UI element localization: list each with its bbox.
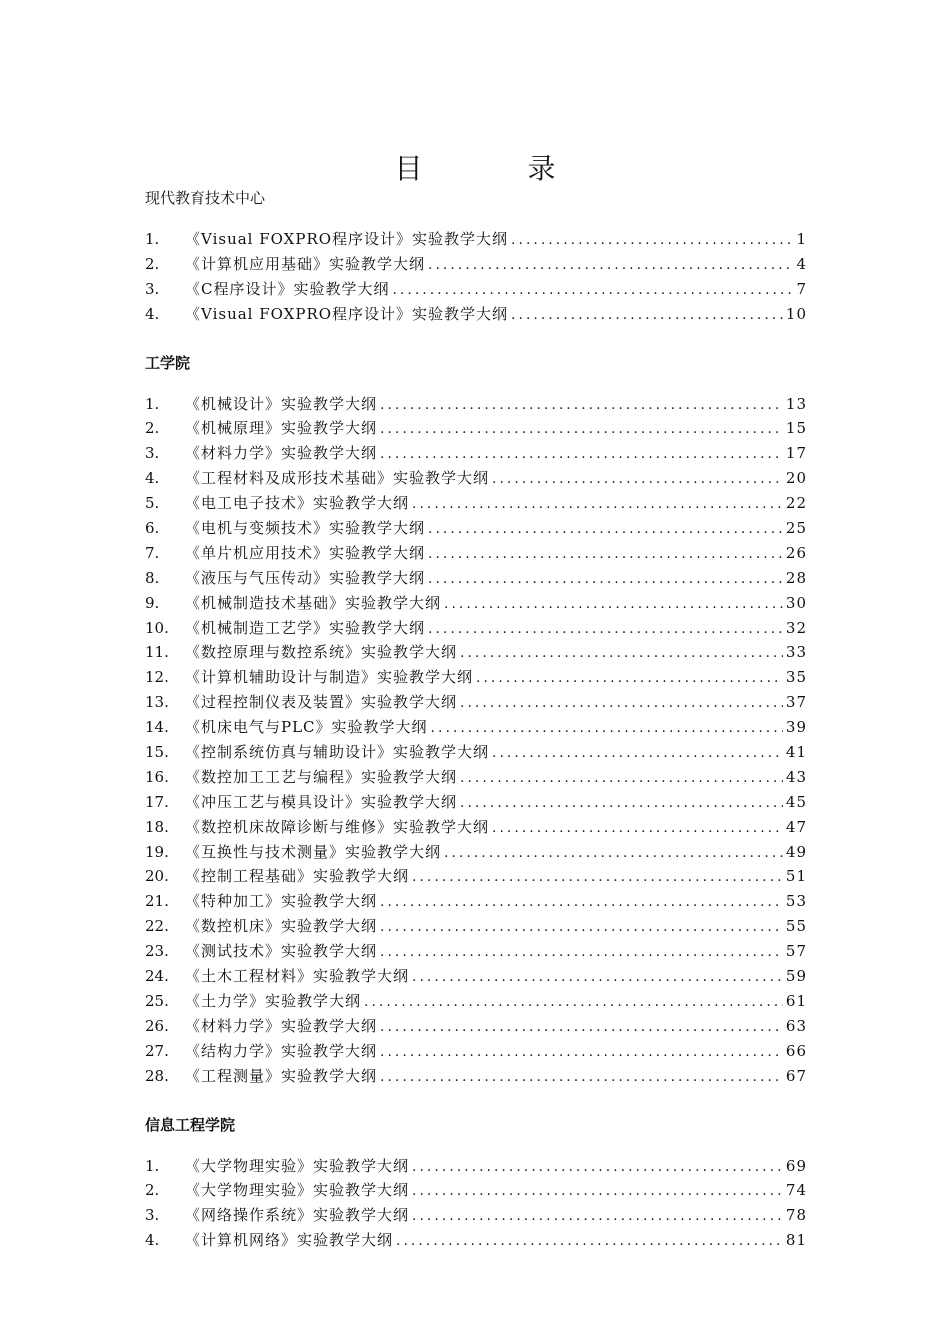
- dot-leader: [460, 691, 783, 716]
- entry-number: 20.: [145, 867, 169, 886]
- dot-leader: [396, 1229, 783, 1254]
- toc-entry[interactable]: [145, 715, 807, 740]
- dot-leader: [380, 1040, 783, 1065]
- toc-entry[interactable]: [145, 302, 807, 327]
- entry-number: 2.: [145, 1181, 160, 1200]
- section-heading: 现代教育技术中心: [145, 189, 266, 207]
- entry-page: 59: [785, 967, 807, 986]
- toc-entry[interactable]: [145, 1178, 807, 1203]
- entry-number: 26.: [145, 1016, 169, 1035]
- entry-title: 《机械制造技术基础》实验教学大纲: [185, 593, 442, 612]
- entry-title: 《结构力学》实验教学大纲: [185, 1041, 378, 1060]
- entry-number: 11.: [145, 643, 169, 662]
- entry-title: 《大学物理实验》实验教学大纲: [185, 1156, 410, 1175]
- entry-title: 《控制工程基础》实验教学大纲: [185, 867, 410, 886]
- entry-title: 《材料力学》实验教学大纲: [185, 1016, 378, 1035]
- entry-page: 30: [785, 593, 807, 612]
- entry-page: 67: [785, 1066, 807, 1085]
- entry-number: 5.: [145, 494, 160, 513]
- entry-number: 7.: [145, 543, 160, 562]
- entry-title: 《土力学》实验教学大纲: [185, 991, 362, 1010]
- dot-leader: [392, 278, 793, 303]
- dot-leader: [412, 1204, 783, 1229]
- toc-entry[interactable]: [145, 1203, 807, 1228]
- entry-title: 《互换性与技术测量》实验教学大纲: [185, 842, 442, 861]
- dot-leader: [460, 791, 783, 816]
- toc-entry[interactable]: [145, 227, 807, 252]
- entry-title: 《测试技术》实验教学大纲: [185, 942, 378, 961]
- entry-title: 《C程序设计》实验教学大纲: [185, 279, 390, 298]
- dot-leader: [476, 666, 783, 691]
- entry-title: 《电机与变频技术》实验教学大纲: [185, 519, 426, 538]
- entry-number: 17.: [145, 792, 169, 811]
- entry-title: 《控制系统仿真与辅助设计》实验教学大纲: [185, 743, 490, 762]
- toc-entry[interactable]: [145, 1039, 807, 1064]
- entry-page: 33: [785, 643, 807, 662]
- dot-leader: [492, 816, 783, 841]
- entry-page: 66: [785, 1041, 807, 1060]
- entry-number: 4.: [145, 304, 160, 323]
- entry-title: 《特种加工》实验教学大纲: [185, 892, 378, 911]
- entry-page: 37: [785, 693, 807, 712]
- dot-leader: [412, 492, 783, 517]
- entry-number: 19.: [145, 842, 169, 861]
- entry-title: 《网络操作系统》实验教学大纲: [185, 1206, 410, 1225]
- entry-page: 45: [785, 792, 807, 811]
- entry-page: 53: [785, 892, 807, 911]
- toc-entry[interactable]: [145, 939, 807, 964]
- table-of-contents: [145, 186, 807, 1277]
- entry-page: 49: [785, 842, 807, 861]
- entry-number: 12.: [145, 668, 169, 687]
- toc-entry[interactable]: [145, 989, 807, 1014]
- entry-page: 35: [785, 668, 807, 687]
- entry-title: 《计算机应用基础》实验教学大纲: [185, 254, 426, 273]
- entry-page: 28: [785, 568, 807, 587]
- toc-list: [145, 392, 807, 1089]
- dot-leader: [428, 253, 793, 278]
- toc-entry[interactable]: [145, 765, 807, 790]
- section-heading: 工学院: [145, 353, 191, 372]
- entry-title: 《机械设计》实验教学大纲: [185, 394, 378, 413]
- entry-title: 《数控原理与数控系统》实验教学大纲: [185, 643, 458, 662]
- entry-number: 22.: [145, 917, 169, 936]
- entry-page: 63: [785, 1016, 807, 1035]
- toc-section-modern-education-center: [145, 186, 807, 327]
- entry-page: 69: [785, 1156, 807, 1175]
- entry-page: 47: [785, 817, 807, 836]
- entry-title: 《土木工程材料》实验教学大纲: [185, 967, 410, 986]
- entry-title: 《机床电气与PLC》实验教学大纲: [185, 718, 428, 737]
- toc-entry[interactable]: [145, 566, 807, 591]
- dot-leader: [511, 303, 783, 328]
- entry-number: 2.: [145, 419, 160, 438]
- entry-page: 26: [785, 543, 807, 562]
- entry-number: 14.: [145, 718, 169, 737]
- toc-entry[interactable]: [145, 914, 807, 939]
- entry-title: 《单片机应用技术》实验教学大纲: [185, 543, 426, 562]
- section-heading: 信息工程学院: [145, 1115, 236, 1134]
- dot-leader: [364, 990, 783, 1015]
- toc-entry[interactable]: [145, 690, 807, 715]
- entry-page: 22: [785, 494, 807, 513]
- entry-title: 《计算机辅助设计与制造》实验教学大纲: [185, 668, 474, 687]
- dot-leader: [412, 1179, 783, 1204]
- entry-title: 《工程材料及成形技术基础》实验教学大纲: [185, 469, 490, 488]
- entry-title: 《冲压工艺与模具设计》实验教学大纲: [185, 792, 458, 811]
- toc-entry[interactable]: [145, 665, 807, 690]
- dot-leader: [431, 716, 783, 741]
- entry-number: 21.: [145, 892, 169, 911]
- toc-entry[interactable]: [145, 1228, 807, 1253]
- toc-entry[interactable]: [145, 889, 807, 914]
- toc-entry[interactable]: [145, 392, 807, 417]
- entry-number: 2.: [145, 254, 160, 273]
- entry-page: 20: [785, 469, 807, 488]
- entry-number: 3.: [145, 444, 160, 463]
- entry-page: 13: [785, 394, 807, 413]
- toc-entry[interactable]: [145, 441, 807, 466]
- toc-entry[interactable]: [145, 815, 807, 840]
- toc-entry[interactable]: [145, 541, 807, 566]
- toc-entry[interactable]: [145, 252, 807, 277]
- toc-section-information-engineering: [145, 1113, 807, 1254]
- entry-page: 74: [785, 1181, 807, 1200]
- toc-entry[interactable]: [145, 740, 807, 765]
- dot-leader: [412, 1155, 783, 1180]
- toc-entry[interactable]: [145, 1154, 807, 1179]
- toc-entry[interactable]: [145, 1014, 807, 1039]
- entry-title: 《电工电子技术》实验教学大纲: [185, 494, 410, 513]
- entry-number: 23.: [145, 942, 169, 961]
- page-title: 目 录: [394, 151, 604, 185]
- dot-leader: [511, 228, 793, 253]
- entry-page: 1: [796, 230, 807, 248]
- entry-number: 6.: [145, 519, 160, 538]
- entry-number: 8.: [145, 568, 160, 587]
- dot-leader: [412, 965, 783, 990]
- entry-number: 9.: [145, 593, 160, 612]
- entry-number: 27.: [145, 1041, 169, 1060]
- toc-entry[interactable]: [145, 416, 807, 441]
- entry-page: 57: [785, 942, 807, 961]
- entry-page: 32: [785, 618, 807, 637]
- toc-entry[interactable]: [145, 491, 807, 516]
- toc-list: [145, 227, 807, 327]
- entry-page: 41: [785, 743, 807, 762]
- toc-entry[interactable]: [145, 466, 807, 491]
- dot-leader: [492, 467, 783, 492]
- dot-leader: [428, 617, 783, 642]
- dot-leader: [428, 542, 783, 567]
- entry-number: 18.: [145, 817, 169, 836]
- entry-number: 3.: [145, 279, 160, 298]
- entry-title: 《机械原理》实验教学大纲: [185, 419, 378, 438]
- dot-leader: [380, 1065, 783, 1090]
- entry-page: 17: [785, 444, 807, 463]
- entry-number: 1.: [145, 394, 160, 413]
- entry-title: 《材料力学》实验教学大纲: [185, 444, 378, 463]
- entry-title: 《数控加工工艺与编程》实验教学大纲: [185, 767, 458, 786]
- toc-entry[interactable]: [145, 591, 807, 616]
- dot-leader: [380, 915, 783, 940]
- entry-title: 《机械制造工艺学》实验教学大纲: [185, 618, 426, 637]
- entry-number: 4.: [145, 469, 160, 488]
- entry-number: 24.: [145, 967, 169, 986]
- entry-title: 《工程测量》实验教学大纲: [185, 1066, 378, 1085]
- entry-page: 25: [785, 519, 807, 538]
- entry-number: 28.: [145, 1066, 169, 1085]
- entry-number: 1.: [145, 230, 160, 248]
- dot-leader: [380, 940, 783, 965]
- entry-title: 《过程控制仪表及装置》实验教学大纲: [185, 693, 458, 712]
- entry-number: 10.: [145, 618, 169, 637]
- entry-number: 3.: [145, 1206, 160, 1225]
- toc-entry[interactable]: [145, 864, 807, 889]
- dot-leader: [492, 741, 783, 766]
- entry-number: 1.: [145, 1156, 160, 1175]
- entry-number: 13.: [145, 693, 169, 712]
- toc-entry[interactable]: [145, 640, 807, 665]
- toc-entry[interactable]: [145, 277, 807, 302]
- entry-page: 10: [785, 304, 807, 323]
- entry-title: 《数控机床》实验教学大纲: [185, 917, 378, 936]
- dot-leader: [428, 567, 783, 592]
- entry-page: 4: [796, 254, 807, 273]
- entry-title: 《Visual FOXPRO程序设计》实验教学大纲: [185, 304, 509, 323]
- entry-page: 7: [796, 279, 807, 298]
- dot-leader: [380, 1015, 783, 1040]
- toc-list: [145, 1154, 807, 1254]
- entry-page: 55: [785, 917, 807, 936]
- toc-entry[interactable]: [145, 840, 807, 865]
- dot-leader: [380, 417, 783, 442]
- toc-entry[interactable]: [145, 616, 807, 641]
- dot-leader: [444, 841, 783, 866]
- dot-leader: [444, 592, 783, 617]
- entry-page: 78: [785, 1206, 807, 1225]
- entry-title: 《Visual FOXPRO程序设计》实验教学大纲: [185, 230, 509, 248]
- dot-leader: [380, 393, 783, 418]
- dot-leader: [460, 766, 783, 791]
- entry-title: 《大学物理实验》实验教学大纲: [185, 1181, 410, 1200]
- entry-number: 25.: [145, 991, 169, 1010]
- dot-leader: [412, 865, 783, 890]
- entry-title: 《液压与气压传动》实验教学大纲: [185, 568, 426, 587]
- entry-page: 51: [785, 867, 807, 886]
- entry-number: 16.: [145, 767, 169, 786]
- entry-page: 61: [785, 991, 807, 1010]
- entry-title: 《计算机网络》实验教学大纲: [185, 1231, 394, 1250]
- dot-leader: [460, 641, 783, 666]
- dot-leader: [380, 442, 783, 467]
- toc-entry[interactable]: [145, 964, 807, 989]
- entry-page: 81: [785, 1231, 807, 1250]
- entry-title: 《数控机床故障诊断与维修》实验教学大纲: [185, 817, 490, 836]
- toc-entry[interactable]: [145, 1064, 807, 1089]
- entry-page: 39: [785, 718, 807, 737]
- entry-number: 15.: [145, 743, 169, 762]
- entry-page: 15: [785, 419, 807, 438]
- entry-number: 4.: [145, 1231, 160, 1250]
- dot-leader: [380, 890, 783, 915]
- entry-page: 43: [785, 767, 807, 786]
- toc-entry[interactable]: [145, 790, 807, 815]
- dot-leader: [428, 517, 783, 542]
- toc-section-engineering-college: [145, 351, 807, 1089]
- toc-entry[interactable]: [145, 516, 807, 541]
